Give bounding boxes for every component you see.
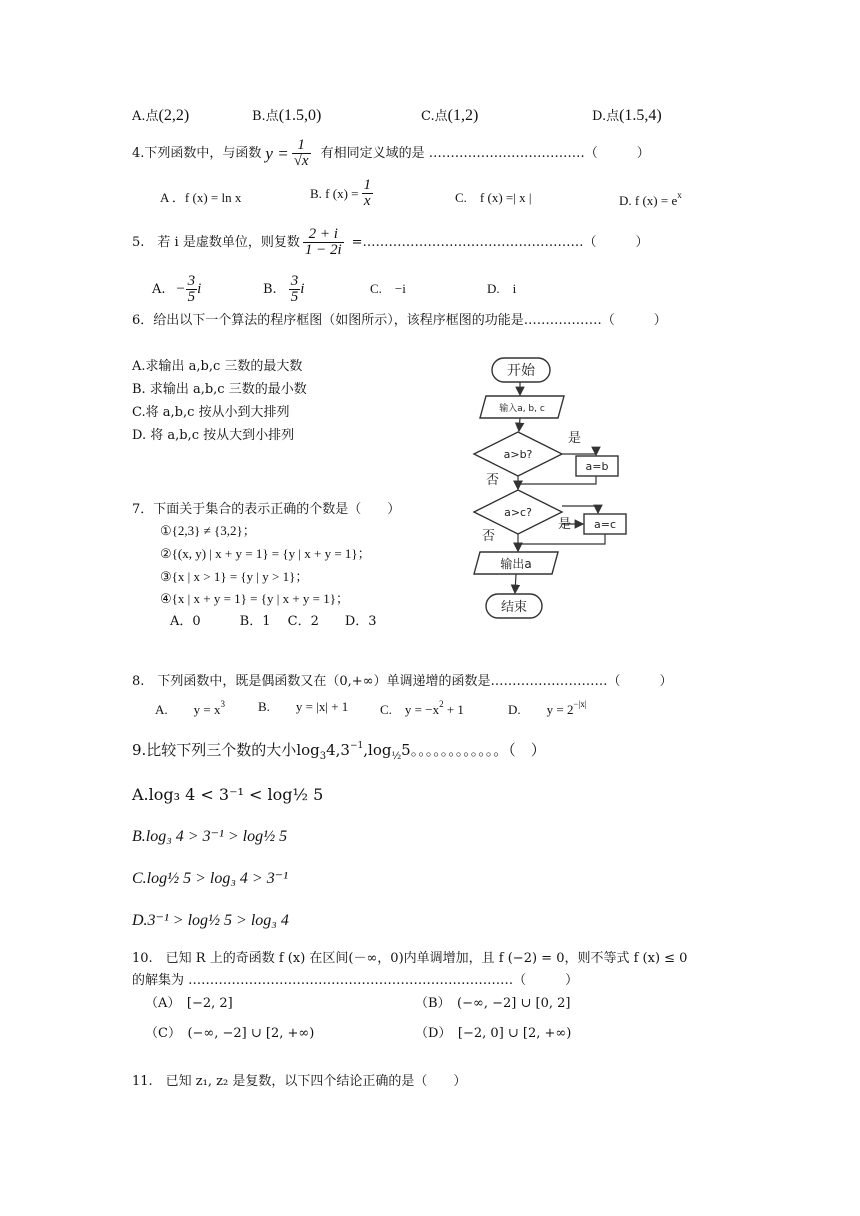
q9-stem-end: 5。。。。。。。。。。。。（ ） <box>401 741 546 759</box>
q3-option-c-label: C.点 <box>421 109 448 124</box>
q8-option-c-sup: 2 <box>439 699 444 709</box>
q6-option-d: D. 将 a,b,c 按从大到小排列 <box>132 428 295 443</box>
flowchart-assign2-label: a=c <box>593 518 617 531</box>
q5-fraction <box>303 227 344 258</box>
q7-item-3: ③{x | x > 1} = {y | y > 1}； <box>160 569 309 584</box>
q6-option-a: A.求输出 a,b,c 三数的最大数 <box>132 359 303 374</box>
q9-option-d: D.3⁻¹ > log½ 5 > log₃ 4 <box>132 912 289 929</box>
q5-option-b <box>263 269 304 309</box>
q6-option-b: B. 求输出 a,b,c 三数的最小数 <box>132 382 307 397</box>
q5-option-a-fraction <box>186 274 198 305</box>
q3-option-a-label: A.点 <box>132 109 159 124</box>
flowchart-input-label: 输入a, b, c <box>499 404 545 414</box>
q5-option-b-label: B. <box>263 281 277 297</box>
q4-func: y = <box>265 143 289 163</box>
q6-option-c: C.将 a,b,c 按从小到大排列 <box>132 405 290 420</box>
question-5-stem <box>132 222 649 262</box>
q8-option-a-text: A. y = x <box>155 702 221 717</box>
q4-option-b-fraction <box>362 178 374 209</box>
q5-option-b-i: i <box>300 280 305 297</box>
q5-suffix: =……………………………………………（ ） <box>351 234 649 250</box>
q4-option-b-prefix: B. f (x) = <box>310 186 359 201</box>
q9-stem-sup: −1 <box>349 741 364 751</box>
q3-option-d-value: (1.5,4) <box>619 107 662 124</box>
flowchart-end-label: 结束 <box>500 600 528 615</box>
q10-option-a: （A） [−2, 2] <box>145 996 233 1011</box>
q5-option-a-i: i <box>197 280 202 297</box>
question-6-stem: 6．给出以下一个算法的程序框图（如图所示），该程序框图的功能是………………（ ） <box>132 313 667 328</box>
q4-frac-num: 1 <box>292 138 311 154</box>
q8-option-d-sup: −|x| <box>573 699 587 709</box>
question-9-stem: 9.比较下列三个数的大小$\log_34,3^{-1},\log_{\frac{1}{2}}5$。。。。。。。。。。。。（ ） <box>132 741 546 762</box>
q4-option-b-num: 1 <box>363 177 371 193</box>
q10-option-d: （D） [−2, 0] ∪ [2, +∞) <box>415 1026 572 1041</box>
q4-option-b-den: x <box>363 193 371 209</box>
q3-option-a-value: (2,2) <box>158 107 190 124</box>
q5-option-b-fraction <box>289 274 301 305</box>
q9-option-c: C.log½ 5 > log₃ 4 > 3⁻¹ <box>132 870 288 887</box>
q4-frac-den: √x <box>293 152 309 169</box>
q5-option-d: D. i <box>487 281 517 296</box>
q8-option-c-tail: + 1 <box>443 702 464 717</box>
q9-option-b: B.log₃ 4 > 3⁻¹ > log½ 5 <box>132 828 288 845</box>
q5-option-b-num: 3 <box>290 272 299 289</box>
q10-option-b: （B） (−∞, −2] ∪ [0, 2] <box>415 996 571 1011</box>
flowchart-no1-label: 否 <box>486 473 500 488</box>
q10-option-c: （C） (−∞, −2] ∪ [2, +∞) <box>145 1026 315 1041</box>
q7-item-1: ①{2,3} ≠ {3,2}； <box>160 523 256 538</box>
question-8-stem: 8. 下列函数中，既是偶函数又在（0,+∞）单调递增的函数是………………………（ ） <box>132 674 673 689</box>
q4-prefix: 4.下列函数中，与函数 <box>132 145 262 161</box>
q5-option-a-num: 3 <box>187 272 196 289</box>
q5-prefix: 5. 若 i 是虚数单位，则复数 <box>132 234 300 250</box>
flowchart-yes2-label: 是 <box>558 517 572 532</box>
q4-option-c: C. f (x) =| x | <box>455 190 532 205</box>
q8-option-d <box>508 700 587 716</box>
q3-option-a <box>132 108 189 124</box>
q8-option-a-sup: 3 <box>220 699 225 709</box>
q8-option-b: B. y = |x| + 1 <box>258 699 349 714</box>
q9-stem-prefix: 9.比较下列三个数的大小log <box>132 741 320 759</box>
q3-option-b-label: B.点 <box>252 109 279 124</box>
flowchart-cond2-label: a>c? <box>504 506 532 519</box>
q5-frac-den: 1 − 2i <box>304 241 342 258</box>
q8-option-c <box>380 700 464 716</box>
q4-fraction <box>292 138 311 169</box>
question-10-stem-line2: 的解集为 …………………………………………………………………（ ） <box>132 973 579 988</box>
q4-option-d-text: D. f (x) = e <box>619 193 678 208</box>
q5-frac-num: 2 + i <box>303 227 344 243</box>
q8-option-a <box>155 700 225 716</box>
q3-option-c <box>421 108 478 124</box>
flowchart-diagram <box>460 350 650 625</box>
q7-item-4: ④{x | x + y = 1} = {y | x + y = 1}； <box>160 591 349 606</box>
q9-stem-log: ,log <box>363 741 392 759</box>
q4-option-b <box>310 178 373 209</box>
q5-option-b-den: 5 <box>290 288 299 305</box>
q9-option-a: A.log₃ 4 < 3⁻¹ < log½ 5 <box>132 785 324 804</box>
question-4-stem <box>132 133 650 173</box>
question-7-stem: 7．下面关于集合的表示正确的个数是（ ） <box>132 502 401 517</box>
question-10-stem: 10. 已知 R 上的奇函数 f (x) 在区间(－∞，0)内单调增加，且 f (−2) = 0，则不等式 f (x) ≤ 0 <box>132 951 688 966</box>
q4-option-d-sup: x <box>677 190 682 200</box>
q8-option-d-text: D. y = 2 <box>508 702 574 717</box>
flowchart-no2-label: 否 <box>482 529 496 544</box>
q3-option-d-label: D.点 <box>592 109 620 124</box>
q3-option-b-value: (1.5,0) <box>278 107 322 124</box>
question-11-stem: 11. 已知 z₁, z₂ 是复数，以下四个结论正确的是（ ） <box>132 1074 467 1089</box>
q3-option-c-value: (1,2) <box>447 107 479 124</box>
q5-option-a-label: A. <box>152 281 166 297</box>
flowchart-assign1-label: a=b <box>585 460 609 473</box>
q4-option-d <box>619 191 682 207</box>
q3-option-d <box>592 108 662 124</box>
q7-item-2: ②{(x, y) | x + y = 1} = {y | x + y = 1}； <box>160 546 371 561</box>
q4-suffix: 有相同定义域的是 ………………………………（ ） <box>320 145 650 161</box>
q4-option-a: A ．f (x) = ln x <box>160 190 242 205</box>
flowchart-cond1-label: a>b? <box>503 448 533 461</box>
q3-option-b <box>252 108 321 124</box>
q5-option-c: C. −i <box>370 281 406 296</box>
q8-option-c-text: C. y = −x <box>380 702 440 717</box>
flowchart-yes1-label: 是 <box>568 431 582 446</box>
q5-option-a-den: 5 <box>187 288 196 305</box>
q5-option-a <box>152 269 201 309</box>
flowchart-start-label: 开始 <box>507 363 535 379</box>
flowchart-output-label: 输出a <box>500 557 532 571</box>
q9-stem-mid: 4,3 <box>326 741 350 759</box>
q5-option-a-sign: − <box>175 280 186 297</box>
q7-options: A．0 B．1 C．2 D．3 <box>170 614 377 629</box>
